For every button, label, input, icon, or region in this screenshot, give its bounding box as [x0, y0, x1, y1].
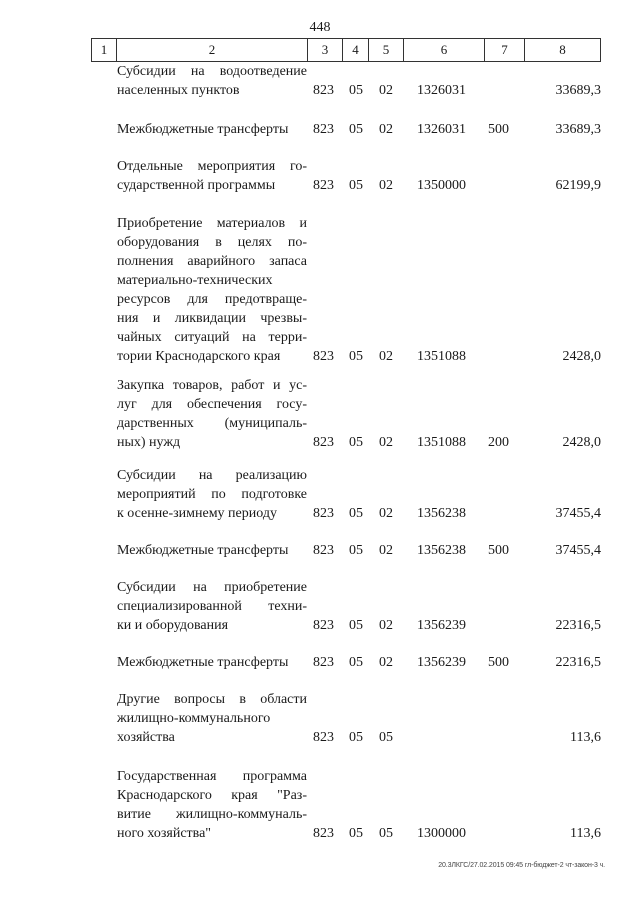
- header-cell-2: 2: [116, 39, 307, 61]
- row-c3: 823: [313, 435, 334, 450]
- row-c6: 1300000: [417, 826, 466, 841]
- row-c5: 02: [379, 655, 393, 670]
- row-c5: 02: [379, 83, 393, 98]
- description-line: Межбюджетные трансферты: [117, 655, 289, 670]
- description-line: Субсидии на приобретение: [117, 580, 307, 595]
- description-line: Межбюджетные трансферты: [117, 122, 289, 137]
- row-c5: 05: [379, 826, 393, 841]
- row-description: [117, 767, 307, 843]
- row-description: [117, 62, 307, 100]
- row-c4: 05: [349, 506, 363, 521]
- description-line: Отдельные мероприятия го-: [117, 159, 307, 174]
- row-c7: 500: [488, 543, 509, 558]
- row-c3: 823: [313, 349, 334, 364]
- description-line: ки и оборудования: [117, 618, 229, 633]
- row-c8: 113,6: [570, 730, 601, 745]
- row-description: [117, 120, 307, 139]
- row-c4: 05: [349, 122, 363, 137]
- row-c5: 02: [379, 435, 393, 450]
- description-line: Государственная программа: [117, 769, 307, 784]
- description-line: населенных пунктов: [117, 83, 240, 98]
- description-line: материально-технических: [117, 273, 273, 288]
- row-c6: 1326031: [417, 122, 466, 137]
- description-line: Приобретение материалов и: [117, 216, 307, 231]
- header-cell-1: 1: [91, 39, 116, 61]
- row-c4: 05: [349, 618, 363, 633]
- row-c8: 37455,4: [555, 543, 601, 558]
- row-c8: 2428,0: [562, 349, 601, 364]
- row-c5: 02: [379, 122, 393, 137]
- row-c4: 05: [349, 178, 363, 193]
- row-c6: 1356238: [417, 506, 466, 521]
- description-line: специализированной техни-: [117, 599, 307, 614]
- row-c4: 05: [349, 730, 363, 745]
- row-c5: 02: [379, 543, 393, 558]
- row-c6: 1356239: [417, 618, 466, 633]
- row-c5: 02: [379, 178, 393, 193]
- row-c3: 823: [313, 730, 334, 745]
- description-line: дарственных (муниципаль-: [117, 416, 307, 431]
- row-description: [117, 376, 307, 452]
- description-line: луг для обеспечения госу-: [117, 397, 307, 412]
- description-line: тории Краснодарского края: [117, 349, 281, 364]
- header-cell-4: 4: [342, 39, 368, 61]
- row-c4: 05: [349, 543, 363, 558]
- row-description: [117, 214, 307, 366]
- row-c5: 05: [379, 730, 393, 745]
- description-line: Закупка товаров, работ и ус-: [117, 378, 307, 393]
- row-c3: 823: [313, 826, 334, 841]
- row-c8: 33689,3: [555, 83, 601, 98]
- description-line: хозяйства: [117, 730, 175, 745]
- row-c8: 2428,0: [562, 435, 601, 450]
- row-c3: 823: [313, 83, 334, 98]
- row-c8: 62199,9: [555, 178, 601, 193]
- row-c3: 823: [313, 618, 334, 633]
- row-description: [117, 690, 307, 747]
- row-c4: 05: [349, 826, 363, 841]
- description-line: мероприятий по подготовке: [117, 487, 307, 502]
- row-description: [117, 541, 307, 560]
- description-line: сударственной программы: [117, 178, 276, 193]
- header-cell-5: 5: [368, 39, 403, 61]
- row-c5: 02: [379, 349, 393, 364]
- row-description: [117, 653, 307, 672]
- row-c8: 113,6: [570, 826, 601, 841]
- header-cell-8: 8: [524, 39, 601, 61]
- description-line: ного хозяйства": [117, 826, 212, 841]
- description-line: ресурсов для предотвраще-: [117, 292, 307, 307]
- description-line: ных) нужд: [117, 435, 181, 450]
- row-c4: 05: [349, 349, 363, 364]
- description-line: витие жилищно-коммуналь-: [117, 807, 307, 822]
- description-line: жилищно-коммунального: [117, 711, 271, 726]
- row-c6: 1356239: [417, 655, 466, 670]
- header-cell-7: 7: [484, 39, 524, 61]
- description-line: оборудования в целях по-: [117, 235, 307, 250]
- row-c3: 823: [313, 178, 334, 193]
- row-c3: 823: [313, 122, 334, 137]
- description-line: Межбюджетные трансферты: [117, 543, 289, 558]
- row-c3: 823: [313, 543, 334, 558]
- row-description: [117, 466, 307, 523]
- row-c8: 22316,5: [555, 618, 601, 633]
- row-c5: 02: [379, 506, 393, 521]
- row-c6: 1326031: [417, 83, 466, 98]
- row-c7: 500: [488, 655, 509, 670]
- row-description: [117, 157, 307, 195]
- description-line: полнения аварийного запаса: [117, 254, 307, 269]
- row-c7: 500: [488, 122, 509, 137]
- description-line: Субсидии на реализацию: [117, 468, 307, 483]
- row-description: [117, 578, 307, 635]
- table-header: [91, 38, 601, 62]
- row-c4: 05: [349, 435, 363, 450]
- row-c8: 37455,4: [555, 506, 601, 521]
- description-line: Краснодарского края "Раз-: [117, 788, 307, 803]
- header-cell-3: 3: [307, 39, 342, 61]
- page-number: 448: [309, 20, 331, 35]
- header-cell-6: 6: [403, 39, 484, 61]
- row-c6: 1356238: [417, 543, 466, 558]
- description-line: Другие вопросы в области: [117, 692, 307, 707]
- row-c7: 200: [488, 435, 509, 450]
- row-c5: 02: [379, 618, 393, 633]
- description-line: чайных ситуаций на терри-: [117, 330, 307, 345]
- description-line: к осенне-зимнему периоду: [117, 506, 277, 521]
- row-c3: 823: [313, 655, 334, 670]
- description-line: Субсидии на водоотведение: [117, 64, 307, 79]
- row-c3: 823: [313, 506, 334, 521]
- row-c6: 1351088: [417, 435, 466, 450]
- row-c6: 1350000: [417, 178, 466, 193]
- footer-stamp: 20.3ЛКГС/27.02.2015 09:45 гл-бюджет-2 чт-закон-3 ч.: [438, 862, 605, 869]
- description-line: ния и ликвидации чрезвы-: [117, 311, 307, 326]
- row-c8: 33689,3: [555, 122, 601, 137]
- row-c4: 05: [349, 655, 363, 670]
- row-c4: 05: [349, 83, 363, 98]
- row-c8: 22316,5: [555, 655, 601, 670]
- row-c6: 1351088: [417, 349, 466, 364]
